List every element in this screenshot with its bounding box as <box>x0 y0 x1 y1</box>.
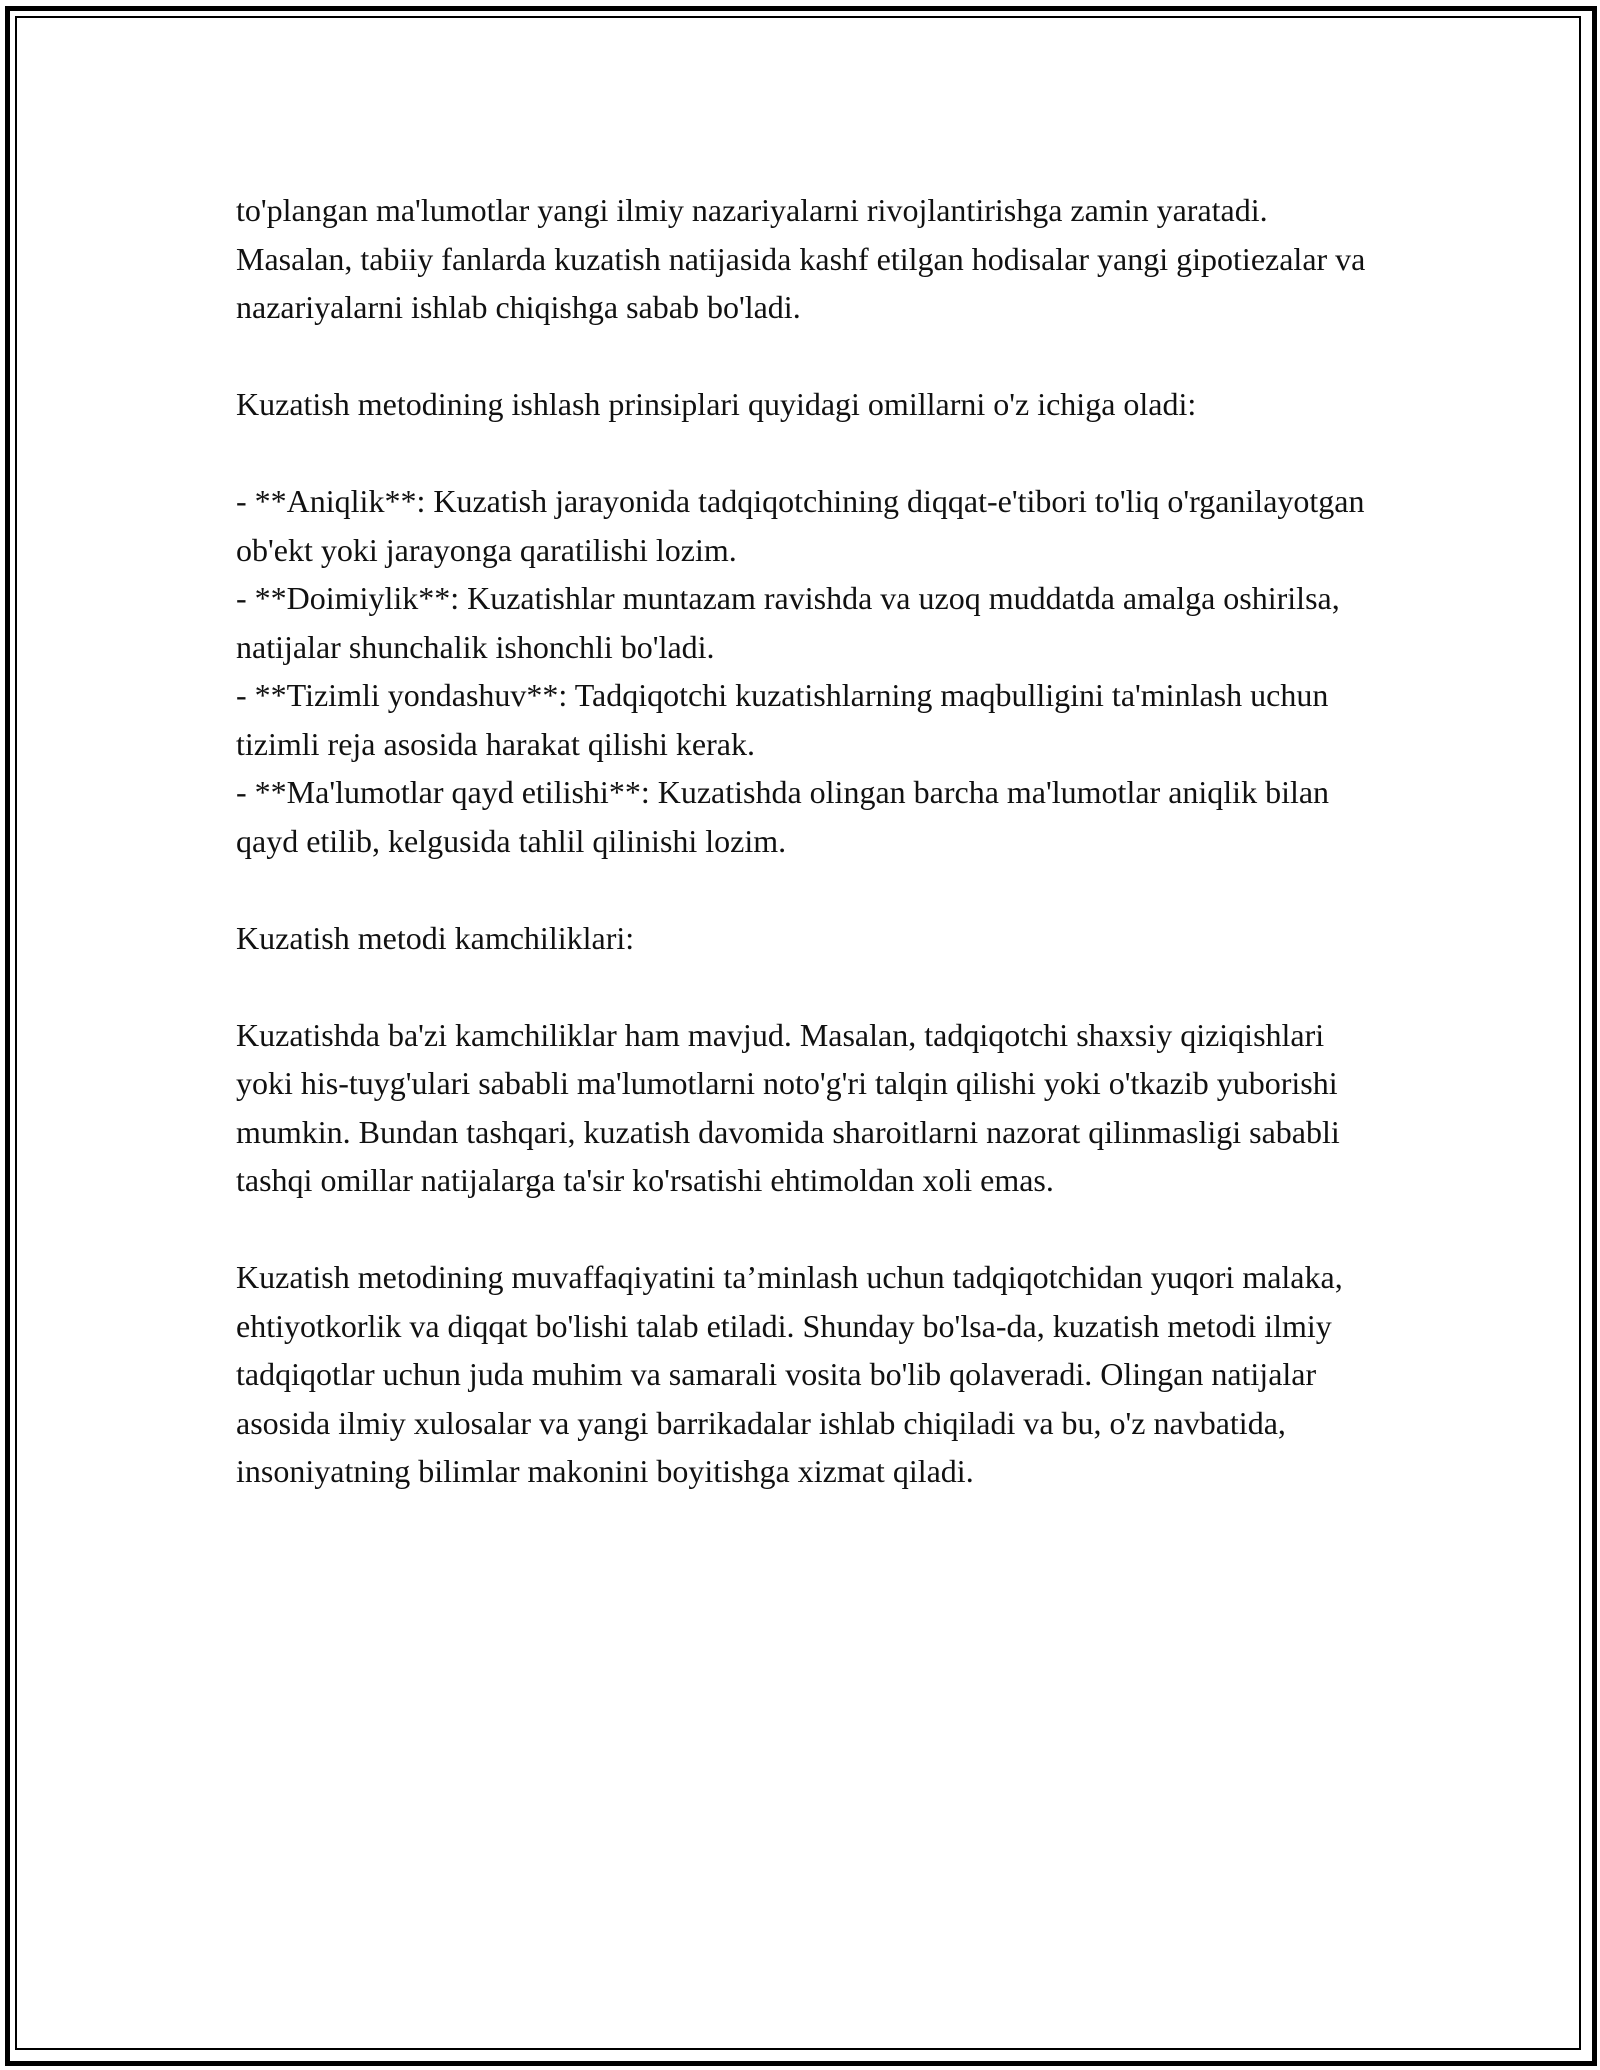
list-item-tizimli-yondashuv: - **Tizimli yondashuv**: Tadqiqotchi kuzatishlarning maqbulligini ta'minlash uchun tizimli reja asosida harakat qilishi kerak. <box>236 677 1329 762</box>
paragraph-intro: to'plangan ma'lumotlar yangi ilmiy nazariyalarni rivojlantirishga zamin yaratadi. Masalan, tabiiy fanlarda kuzatish natijasida kashf etilgan hodisalar yangi gipotiezalar va nazariyalarni ishlab chiqishga sabab bo'ladi. <box>236 192 1366 325</box>
list-item-doimiylik: - **Doimiylik**: Kuzatishlar muntazam ravishda va uzoq muddatda amalga oshirilsa, natijalar shunchalik ishonchli bo'ladi. <box>236 580 1340 665</box>
list-item-malumotlar-qayd: - **Ma'lumotlar qayd etilishi**: Kuzatishda olingan barcha ma'lumotlar aniqlik bilan qayd etilib, kelgusida tahlil qilinishi lozim. <box>236 774 1330 859</box>
paragraph-shortcomings: Kuzatishda ba'zi kamchiliklar ham mavjud. Masalan, tadqiqotchi shaxsiy qiziqishlari yoki his-tuyg'ulari sababli ma'lumotlarni noto'g'ri talqin qilishi yoki o'tkazib yuborishi mumkin. Bundan tashqari, kuzatish davomida sharoitlarni nazorat qilinmasligi sababli tashqi omillar natijalarga ta'sir ko'rsatishi ehtimoldan xoli emas. <box>236 1016 1340 1198</box>
principles-list <box>236 477 1376 865</box>
document-body <box>236 186 1376 1544</box>
heading-shortcomings: Kuzatish metodi kamchiliklari: <box>236 919 635 956</box>
paragraph-conclusion: Kuzatish metodining muvaffaqiyatini ta’minlash uchun tadqiqotchidan yuqori malaka, ehtiyotkorlik va diqqat bo'lishi talab etiladi. Shunday bo'lsa-da, kuzatish metodi ilmiy tadqiqotlar uchun juda muhim va samarali vosita bo'lib qolaveradi. Olingan natijalar asosida ilmiy xulosalar va yangi barrikadalar ishlab chiqiladi va bu, o'z navbatida, insoniyatning bilimlar makonini boyitishga xizmat qiladi. <box>236 1259 1343 1489</box>
paragraph-principles-lead: Kuzatish metodining ishlash prinsiplari quyidagi omillarni o'z ichiga oladi: <box>236 386 1197 422</box>
list-item-aniqlik: - **Aniqlik**: Kuzatish jarayonida tadqiqotchining diqqat-e'tibori to'liq o'rganilayotgan ob'ekt yoki jarayonga qaratilishi lozim. <box>236 483 1365 568</box>
